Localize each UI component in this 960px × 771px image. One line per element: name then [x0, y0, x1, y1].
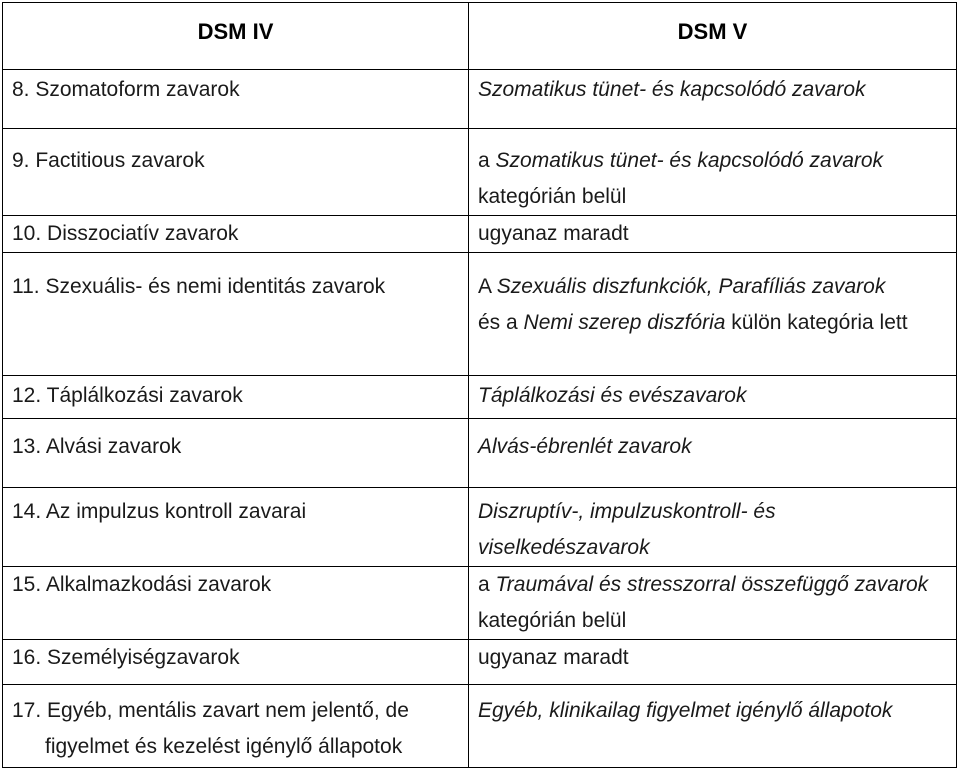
- dsm-v-category: Egyéb, klinikailag figyelmet igénylő állapotok: [478, 699, 893, 722]
- dsm-v-cell: [469, 419, 957, 488]
- dsm-v-prefix: A: [478, 275, 497, 298]
- dsm-iv-cell: 10. Disszociatív zavarok: [3, 216, 469, 253]
- dsm-v-cell: [469, 253, 957, 376]
- dsm-v-category: Szexuális diszfunkciók, Parafíliás zavarok: [496, 275, 886, 298]
- dsm-v-suffix: kategórián belül: [478, 185, 627, 208]
- table-row: [3, 216, 957, 253]
- dsm-iv-cell: 13. Alvási zavarok: [3, 419, 469, 488]
- dsm-iv-cell: [3, 685, 469, 768]
- dsm-iv-cell: 15. Alkalmazkodási zavarok: [3, 567, 469, 640]
- table-row: [3, 488, 957, 567]
- dsm-v-category: Szomatikus tünet- és kapcsolódó zavarok: [495, 149, 884, 172]
- dsm-v-category: Alvás-ébrenlét zavarok: [478, 435, 692, 458]
- table-row: [3, 70, 957, 129]
- table-row: [3, 253, 957, 376]
- dsm-iv-cell: 11. Szexuális- és nemi identitás zavarok: [3, 253, 469, 376]
- table-row: [3, 567, 957, 640]
- dsm-v-category: Táplálkozási és evészavarok: [478, 384, 747, 407]
- dsm-v-cell: ugyanaz maradt: [469, 216, 957, 253]
- dsm-v-prefix: a: [478, 149, 496, 172]
- dsm-iv-cell: 8. Szomatoform zavarok: [3, 70, 469, 129]
- dsm-iv-cell: 9. Factitious zavarok: [3, 129, 469, 216]
- dsm-v-prefix: a: [478, 573, 496, 596]
- table-row: [3, 419, 957, 488]
- table-row: [3, 376, 957, 419]
- dsm-v-suffix: külön kategória lett: [725, 311, 908, 334]
- dsm-iv-cell: 16. Személyiségzavarok: [3, 640, 469, 685]
- dsm-v-category: Szomatikus tünet- és kapcsolódó zavarok: [478, 78, 866, 101]
- dsm-v-category: Diszruptív-, impulzuskontroll- és viselkedészavarok: [478, 500, 776, 559]
- dsm-v-cell: ugyanaz maradt: [469, 640, 957, 685]
- dsm-iv-line-2: figyelmet és kezelést igénylő állapotok: [45, 735, 403, 758]
- dsm-comparison-table: [2, 2, 957, 768]
- dsm-v-mid: és a: [478, 311, 524, 334]
- table-row: [3, 129, 957, 216]
- dsm-iv-line-1: 17. Egyéb, mentális zavart nem jelentő, de: [12, 699, 409, 722]
- dsm-iv-cell: 14. Az impulzus kontroll zavarai: [3, 488, 469, 567]
- dsm-v-cell: [469, 567, 957, 640]
- header-dsm-v: DSM V: [469, 3, 957, 70]
- dsm-v-cell: [469, 376, 957, 419]
- header-dsm-iv: DSM IV: [3, 3, 469, 70]
- dsm-iv-cell: 12. Táplálkozási zavarok: [3, 376, 469, 419]
- dsm-v-cell: [469, 488, 957, 567]
- dsm-v-category-2: Nemi szerep diszfória: [523, 311, 726, 334]
- dsm-v-suffix: kategórián belül: [478, 609, 627, 632]
- dsm-v-category: Traumával és stresszorral összefüggő zavarok: [495, 573, 929, 596]
- table-header-row: [3, 3, 957, 70]
- dsm-v-cell: [469, 70, 957, 129]
- table-row: [3, 685, 957, 768]
- dsm-v-cell: [469, 685, 957, 768]
- table-row: [3, 640, 957, 685]
- dsm-v-cell: [469, 129, 957, 216]
